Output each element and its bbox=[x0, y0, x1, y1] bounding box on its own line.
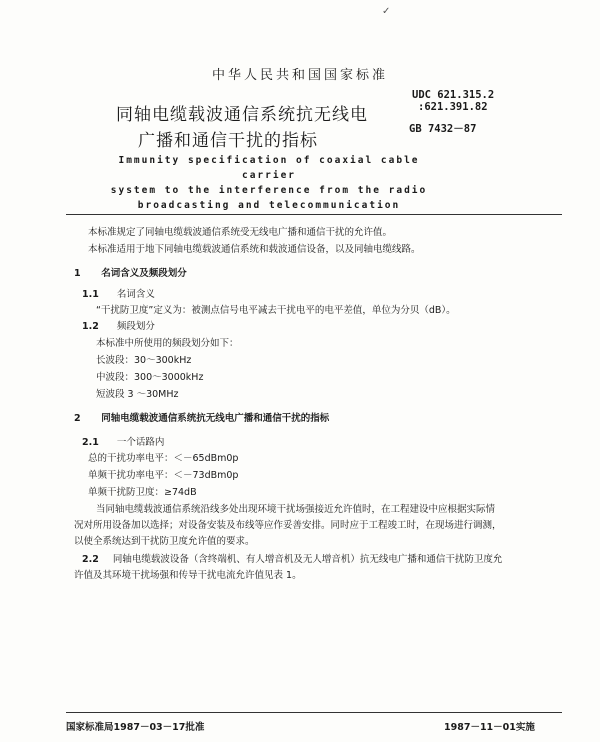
band-short-wave: 短波段 3 ～30MHz bbox=[96, 389, 179, 400]
paragraph-b-line-2: 许值及其环境干扰场强和传导干扰电流允许值见表 1。 bbox=[74, 570, 302, 581]
paragraph-a-line-2: 况对所用设备加以选择；对设备安装及布线等应作妥善安排。同时应于工程竣工时，在现场进行调测， bbox=[74, 520, 502, 531]
paragraph-b-line-1: 同轴电缆载波设备（含终端机、有人增音机及无人增音机）抗无线电广播和通信干扰防卫度允 bbox=[112, 554, 503, 565]
section-2-number: 2 bbox=[74, 413, 81, 424]
subsection-1-1-title: 名词含义 bbox=[116, 289, 155, 300]
band-intro: 本标准中所使用的频段划分如下： bbox=[96, 338, 239, 349]
section-1-title: 名词含义及频段划分 bbox=[101, 268, 187, 279]
title-english bbox=[104, 153, 434, 213]
subsection-2-1-number: 2.1 bbox=[82, 437, 99, 448]
section-1-heading bbox=[74, 267, 187, 280]
effective-date: 1987－11－01实施 bbox=[444, 722, 535, 733]
section-1-number: 1 bbox=[74, 268, 81, 279]
udc-line-1: UDC 621.315.2 bbox=[412, 89, 495, 101]
subsection-2-1-heading bbox=[82, 436, 164, 449]
subsection-2-2-number: 2.2 bbox=[82, 554, 99, 565]
header-divider bbox=[66, 214, 562, 215]
total-interference-power: 总的干扰功率电平：＜－65dBm0p bbox=[88, 453, 239, 464]
title-en-line-2: system to the interference from the radio bbox=[110, 185, 428, 196]
subsection-1-2-number: 1.2 bbox=[82, 321, 99, 332]
footer-divider bbox=[66, 712, 562, 713]
gb-number: GB 7432－87 bbox=[409, 123, 477, 135]
intro-paragraph-2: 本标准适用于地下同轴电缆载波通信系统和载波通信设备，以及同轴电缆线路。 bbox=[88, 244, 421, 255]
paragraph-a-line-1: 当同轴电缆载波通信系统沿线多处出现环境干扰场强接近允许值时，在工程建设中应根据实际情 bbox=[96, 504, 496, 515]
subsection-1-1-heading bbox=[82, 288, 155, 301]
title-en-line-3: broadcasting and telecommunication bbox=[137, 200, 401, 211]
scan-mark: ✓ bbox=[382, 6, 391, 17]
subsection-2-1-title: 一个话路内 bbox=[116, 437, 165, 448]
title-en-line-1: Immunity specification of coaxial cable carrier bbox=[118, 155, 420, 181]
udc-code bbox=[412, 89, 494, 113]
approval-date: 国家标准局1987－03－17批准 bbox=[66, 722, 205, 733]
protection-definition: “干扰防卫度”定义为：被测点信号电平减去干扰电平的电平差值，单位为分贝（dB）。 bbox=[96, 305, 456, 316]
national-standard-heading: 中华人民共和国国家标准 bbox=[211, 68, 388, 83]
section-2-title: 同轴电缆载波通信系统抗无线电广播和通信干扰的指标 bbox=[101, 413, 330, 424]
section-2-heading bbox=[74, 412, 329, 425]
single-frequency-power: 单频干扰功率电平：＜－73dBm0p bbox=[88, 470, 239, 481]
single-frequency-protection: 单频干扰防卫度：≥74dB bbox=[88, 487, 197, 498]
band-medium-wave: 中波段：300～3000kHz bbox=[96, 372, 204, 383]
paragraph-a-line-3: 以使全系统达到干扰防卫度允许值的要求。 bbox=[74, 536, 255, 547]
subsection-1-2-heading bbox=[82, 320, 155, 333]
intro-paragraph-1: 本标准规定了同轴电缆载波通信系统受无线电广播和通信干扰的允许值。 bbox=[88, 227, 393, 238]
title-cn-line-1: 同轴电缆载波通信系统抗无线电 bbox=[116, 105, 368, 125]
band-long-wave: 长波段：30～300kHz bbox=[96, 355, 192, 366]
title-cn-line-2: 广播和通信干扰的指标 bbox=[138, 131, 318, 151]
subsection-2-2-line-1 bbox=[82, 553, 502, 566]
subsection-1-1-number: 1.1 bbox=[82, 289, 99, 300]
udc-line-2: :621.391.82 bbox=[418, 101, 488, 113]
title-chinese bbox=[116, 102, 368, 154]
subsection-1-2-title: 频段划分 bbox=[116, 321, 155, 332]
